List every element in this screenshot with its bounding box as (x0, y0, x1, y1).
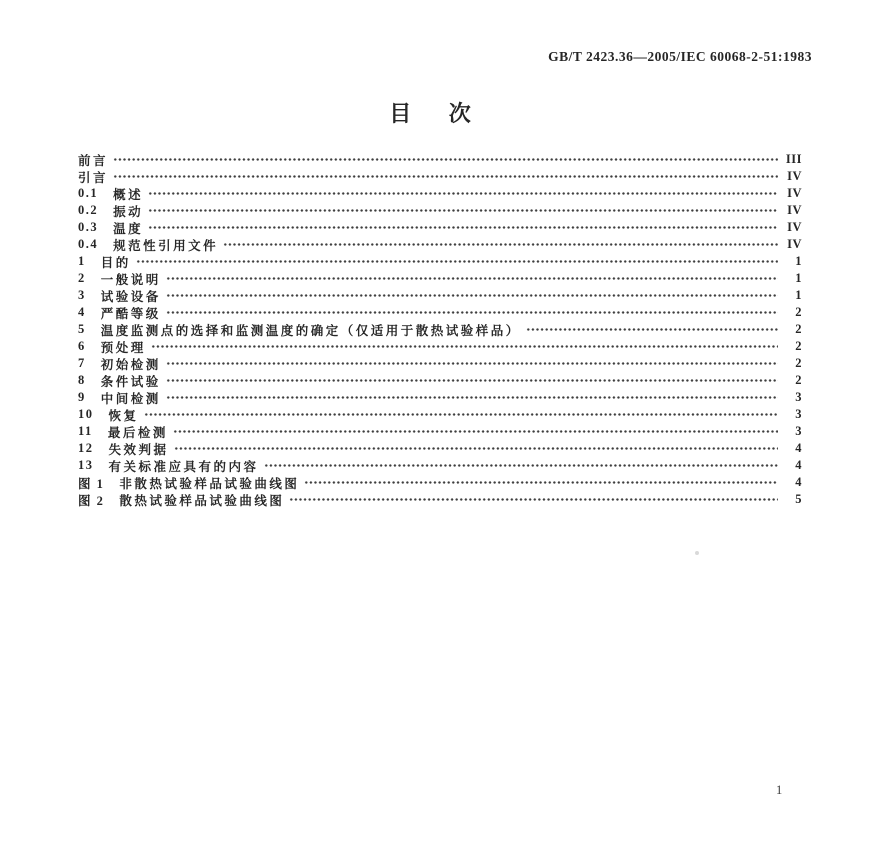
toc-entry-page: 2 (795, 305, 802, 319)
toc-entry (78, 168, 802, 185)
toc-entry-page: 5 (795, 492, 802, 506)
dot-leader-icon (166, 355, 778, 372)
toc-entry-number: 1 (78, 254, 86, 268)
toc-entry-number: 9 (78, 390, 86, 404)
toc-entry-number: 12 (78, 441, 94, 455)
toc-entry (78, 406, 802, 423)
toc-entry-title: 目的 (100, 255, 131, 270)
toc-entry-page: 3 (795, 390, 802, 404)
toc-entry (78, 185, 802, 202)
toc-entry-page: 2 (795, 322, 802, 336)
toc-entry-page: 3 (795, 407, 802, 421)
toc-entry (78, 389, 802, 406)
dot-leader-icon (304, 474, 778, 491)
toc-entry-page: 2 (795, 356, 802, 370)
toc-entry-title: 一般说明 (100, 272, 161, 287)
dot-leader-icon (289, 491, 778, 508)
dot-leader-icon (151, 338, 778, 355)
toc-entry (78, 304, 802, 321)
toc-entry-page: IV (787, 203, 802, 217)
toc-entry (78, 440, 802, 457)
scan-speck (695, 551, 699, 555)
toc-entry-page: 4 (795, 441, 802, 455)
toc-entry (78, 372, 802, 389)
toc-entry-title: 最后检测 (107, 425, 168, 440)
toc-entry-number: 0.1 (78, 186, 99, 200)
toc-entry-number: 4 (78, 305, 86, 319)
toc-entry-page: 1 (795, 288, 802, 302)
toc-entry-page: 4 (795, 475, 802, 489)
dot-leader-icon (166, 304, 778, 321)
toc-entry-number: 3 (78, 288, 86, 302)
toc-entry-page: 2 (795, 339, 802, 353)
toc-entry (78, 253, 802, 270)
toc-entry-page: IV (787, 186, 802, 200)
toc-entry-title: 初始检测 (100, 357, 161, 372)
toc-entry-title: 失效判据 (108, 442, 169, 457)
dot-leader-icon (173, 423, 778, 440)
toc-list (78, 151, 802, 508)
dot-leader-icon (148, 185, 778, 202)
toc-entry (78, 474, 802, 491)
dot-leader-icon (166, 270, 778, 287)
toc-entry-page: IV (787, 169, 802, 183)
toc-entry (78, 287, 802, 304)
toc-entry-number: 5 (78, 322, 86, 336)
toc-entry-title: 预处理 (100, 340, 146, 355)
toc-entry (78, 491, 802, 508)
toc-entry-title: 试验设备 (100, 289, 161, 304)
dot-leader-icon (174, 440, 778, 457)
toc-entry (78, 321, 802, 338)
toc-entry-number: 0.4 (78, 237, 99, 251)
toc-entry-page: 4 (795, 458, 802, 472)
toc-entry (78, 202, 802, 219)
toc-entry-title: 温度监测点的选择和监测温度的确定（仅适用于散热试验样品） (100, 323, 521, 338)
toc-entry-number: 6 (78, 339, 86, 353)
toc-entry (78, 338, 802, 355)
toc-entry (78, 355, 802, 372)
dot-leader-icon (264, 457, 778, 474)
toc-entry-title: 恢复 (108, 408, 139, 423)
toc-entry-page: III (785, 152, 802, 166)
toc-entry-number: 13 (78, 458, 94, 472)
footer-page-number: 1 (776, 783, 783, 797)
dot-leader-icon (526, 321, 778, 338)
toc-entry-title: 振动 (113, 204, 144, 219)
toc-entry-number: 0.2 (78, 203, 99, 217)
toc-entry-page: 1 (795, 271, 802, 285)
toc-entry (78, 236, 802, 253)
toc-entry-number: 2 (78, 271, 86, 285)
toc-entry-title: 温度 (113, 221, 144, 236)
dot-leader-icon (148, 202, 778, 219)
dot-leader-icon (113, 168, 778, 185)
toc-entry-page: 1 (795, 254, 802, 268)
toc-entry-page: 3 (795, 424, 802, 438)
toc-entry-number: 11 (78, 424, 93, 438)
toc-entry-title: 概述 (113, 187, 144, 202)
toc-entry-page: IV (787, 220, 802, 234)
toc-entry-title: 非散热试验样品试验曲线图 (119, 476, 300, 491)
dot-leader-icon (166, 372, 778, 389)
toc-entry-number: 图 1 (78, 476, 105, 491)
dot-leader-icon (166, 389, 778, 406)
toc-entry-number: 0.3 (78, 220, 99, 234)
page-title: 目 次 (389, 101, 471, 126)
dot-leader-icon (166, 287, 778, 304)
standard-code: GB/T 2423.36—2005/IEC 60068-2-51:1983 (548, 49, 812, 64)
dot-leader-icon (223, 236, 778, 253)
toc-entry-title: 散热试验样品试验曲线图 (119, 493, 285, 508)
dot-leader-icon (148, 219, 778, 236)
toc-entry-number: 图 2 (78, 493, 105, 508)
toc-entry-title: 规范性引用文件 (113, 238, 219, 253)
toc-entry (78, 151, 802, 168)
toc-entry-page: 2 (795, 373, 802, 387)
dot-leader-icon (113, 151, 778, 168)
toc-entry-title: 有关标准应具有的内容 (108, 459, 259, 474)
toc-entry (78, 423, 802, 440)
dot-leader-icon (144, 406, 778, 423)
toc-entry-page: IV (787, 237, 802, 251)
toc-entry (78, 457, 802, 474)
toc-entry-title: 前言 (78, 153, 109, 168)
toc-entry-number: 7 (78, 356, 86, 370)
dot-leader-icon (136, 253, 778, 270)
toc-entry-number: 8 (78, 373, 86, 387)
toc-entry-title: 引言 (78, 170, 109, 185)
toc-entry-title: 严酷等级 (100, 306, 161, 321)
toc-entry-title: 条件试验 (100, 374, 161, 389)
toc-entry-title: 中间检测 (100, 391, 161, 406)
toc-entry (78, 219, 802, 236)
toc-entry-number: 10 (78, 407, 94, 421)
toc-entry (78, 270, 802, 287)
